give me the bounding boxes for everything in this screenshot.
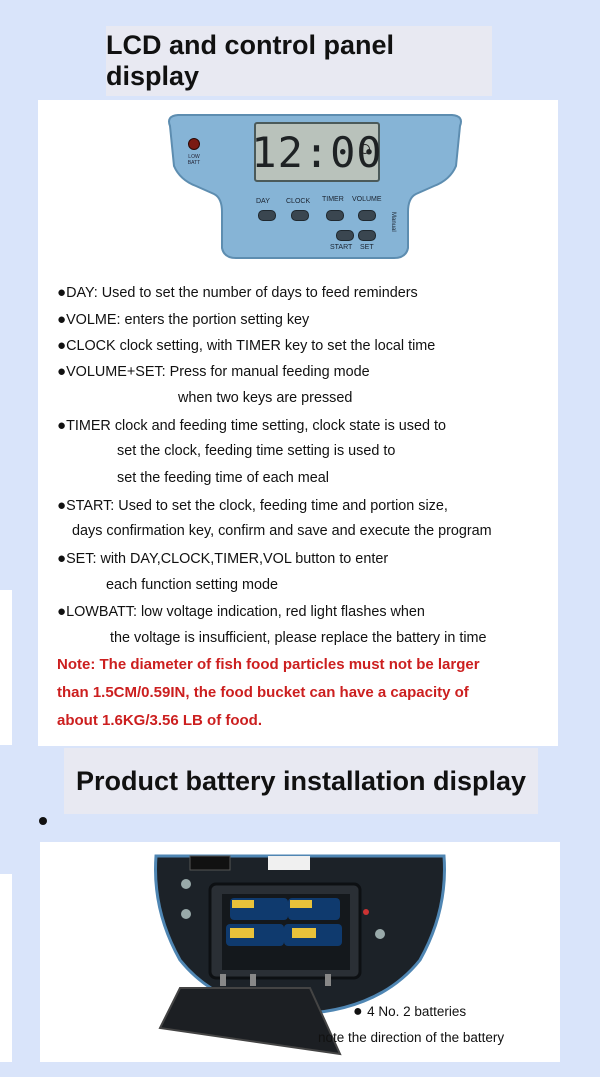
clock-button[interactable] bbox=[291, 210, 309, 221]
start-button[interactable] bbox=[336, 230, 354, 241]
volume-button[interactable] bbox=[358, 210, 376, 221]
battery-caption-1-text: 4 No. 2 batteries bbox=[367, 1004, 467, 1019]
desc-line-start-cont: days confirmation key, confirm and save and execute the program bbox=[72, 523, 492, 539]
key-label-start: START bbox=[330, 244, 353, 251]
desc-line-volme: ●VOLME: enters the portion setting key bbox=[57, 311, 310, 328]
desc-line-set-cont: each function setting mode bbox=[106, 577, 278, 593]
desc-line-volume-set-cont: when two keys are pressed bbox=[178, 390, 353, 406]
section-title-battery-text: Product battery installation display bbox=[75, 765, 527, 796]
desc-line-set: ●SET: with DAY,CLOCK,TIMER,VOL button to enter bbox=[57, 550, 389, 567]
key-label-clock: CLOCK bbox=[286, 198, 311, 205]
desc-line-start: ●START: Used to set the clock, feeding time and portion size, bbox=[57, 497, 448, 514]
lcd-time: 12:00 bbox=[251, 127, 383, 177]
lcd-indicator-icon bbox=[360, 144, 370, 154]
low-batt-led bbox=[188, 138, 200, 150]
timer-button[interactable] bbox=[326, 210, 344, 221]
desc-line-timer: ●TIMER clock and feeding time setting, clock state is used to bbox=[57, 417, 446, 434]
lcd-control-panel-image bbox=[160, 108, 470, 268]
battery-compartment-image bbox=[150, 850, 450, 1060]
left-white-strip bbox=[0, 590, 12, 745]
key-label-day: DAY bbox=[256, 198, 270, 205]
key-label-timer: TIMER bbox=[322, 196, 344, 203]
desc-line-day: ●DAY: Used to set the number of days to feed reminders bbox=[57, 284, 418, 301]
desc-line-lowbatt-cont: the voltage is insufficient, please replace the battery in time bbox=[110, 630, 487, 646]
desc-line-volume-set: ●VOLUME+SET: Press for manual feeding mode bbox=[57, 363, 370, 380]
key-label-volume: VOLUME bbox=[352, 196, 382, 203]
stray-bullet bbox=[39, 817, 47, 825]
section-title-lcd-text: LCD and control panel display bbox=[106, 30, 395, 91]
desc-line-timer-cont2: set the feeding time of each meal bbox=[117, 470, 329, 486]
manual-label: Manual bbox=[390, 212, 396, 232]
caption-bullet: ● bbox=[353, 1003, 368, 1020]
low-batt-label: LOW BATT bbox=[187, 154, 201, 166]
battery-caption-2: note the direction of the battery bbox=[318, 1030, 505, 1045]
note-line-2: than 1.5CM/0.59IN, the food bucket can have a capacity of bbox=[57, 684, 469, 701]
note-line-3: about 1.6KG/3.56 LB of food. bbox=[57, 712, 263, 729]
desc-line-lowbatt: ●LOWBATT: low voltage indication, red light flashes when bbox=[57, 603, 425, 620]
section-title-battery bbox=[64, 748, 538, 814]
day-button[interactable] bbox=[258, 210, 276, 221]
section-title-lcd bbox=[106, 26, 492, 96]
desc-line-clock: ●CLOCK clock setting, with TIMER key to set the local time bbox=[57, 337, 436, 354]
left-white-strip-2 bbox=[0, 874, 12, 1062]
set-button[interactable] bbox=[358, 230, 376, 241]
desc-line-timer-cont1: set the clock, feeding time setting is used to bbox=[117, 443, 396, 459]
battery-caption-1 bbox=[353, 1003, 466, 1021]
key-label-set: SET bbox=[360, 244, 374, 251]
note-line-1: Note: The diameter of fish food particles must not be larger bbox=[57, 656, 480, 673]
